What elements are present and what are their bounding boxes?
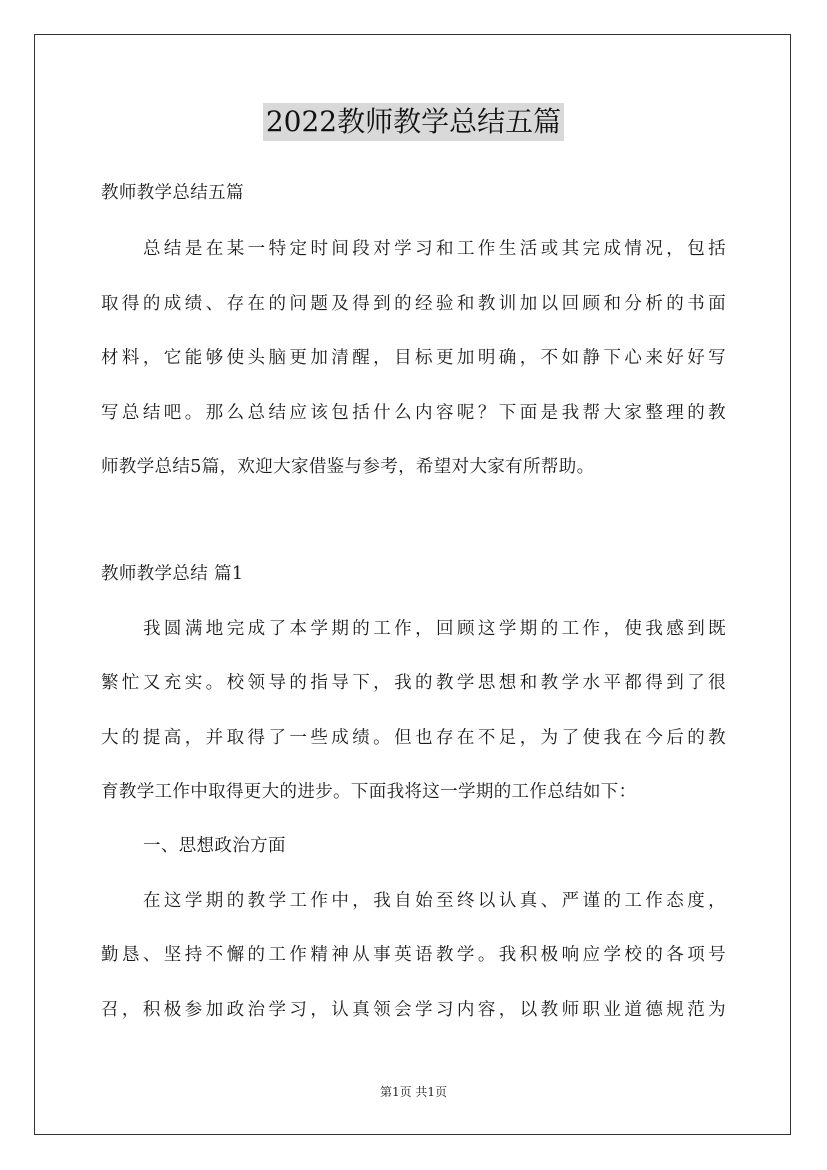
intro-line: 取得的成绩、存在的问题及得到的经验和教训加以回顾和分析的书面 [101,294,726,314]
document-heading: 教师教学总结五篇 [101,183,244,203]
intro-line: 材料，它能够使头脑更加清醒，目标更加明确，不如静下心来好好写 [101,348,726,368]
intro-line: 写总结吧。那么总结应该包括什么内容呢？下面是我帮大家整理的教 [101,403,726,423]
intro-line: 总结是在某一特定时间段对学习和工作生活或其完成情况，包括 [143,239,726,259]
sub-line: 在这学期的教学工作中，我自始至终以认真、严谨的工作态度， [143,891,726,911]
document-title-wrap [0,103,827,141]
intro-line: 师教学总结5篇，欢迎大家借鉴与参考，希望对大家有所帮助。 [101,457,595,477]
subheading: 一、思想政治方面 [143,836,286,856]
sub-line: 勤恳、坚持不懈的工作精神从事英语教学。我积极响应学校的各项号 [101,945,726,965]
sub-line: 召，积极参加政治学习，认真领会学习内容，以教师职业道德规范为 [101,1000,726,1020]
section-line: 我圆满地完成了本学期的工作，回顾这学期的工作，使我感到既 [143,619,726,639]
page-footer: 第1页 共1页 [379,1085,448,1099]
document-title: 2022教师教学总结五篇 [263,103,564,141]
section-heading: 教师教学总结 篇1 [101,564,244,584]
section-line: 育教学工作中取得更大的进步。下面我将这一学期的工作总结如下： [101,782,637,802]
section-line: 大的提高，并取得了一些成绩。但也存在不足，为了使我在今后的教 [101,728,726,748]
section-line: 繁忙又充实。校领导的指导下，我的教学思想和教学水平都得到了很 [101,673,726,693]
